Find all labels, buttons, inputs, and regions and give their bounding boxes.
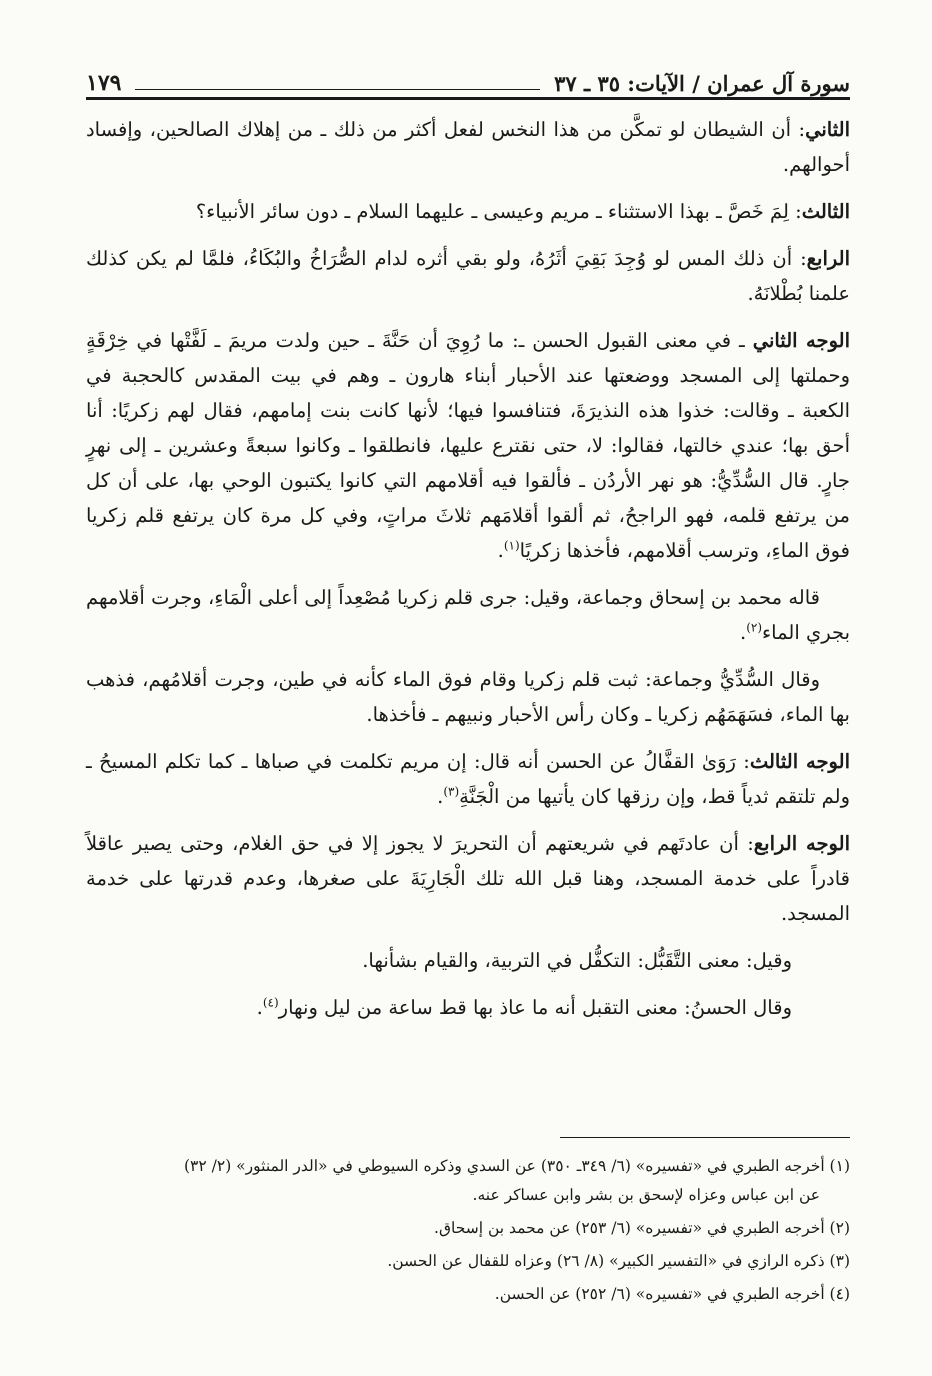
header-title: سورة آل عمران / الآيات: ٣٥ ـ ٣٧ <box>554 71 850 96</box>
footnote <box>86 1247 850 1276</box>
footnote-ref[interactable]: (١) <box>503 538 520 553</box>
header-rule <box>135 89 540 90</box>
paragraph-text: : أن ذلك المس لو وُجِدَ بَقِيَ أثَرُهُ، ولو بقي أثره لدام الصُّرَاخُ والبُكَاءُ، فلمَّا لم يكن كذلك علمنا بُطْلانَهُ. <box>86 247 850 305</box>
paragraph <box>86 194 850 229</box>
paragraph <box>86 744 850 814</box>
paragraph-label: الوجه الثالث <box>749 750 850 773</box>
footnote <box>86 1152 850 1210</box>
paragraph-tail: . <box>739 621 747 644</box>
paragraph <box>86 112 850 182</box>
paragraph-text: وقيل: معنى التَّقَبُّل: التكفُّل في التربية، والقيام بشأنها. <box>362 949 792 972</box>
paragraph-label: الوجه الثاني <box>752 329 850 352</box>
paragraph <box>86 990 850 1025</box>
paragraph-tail: . <box>497 539 504 562</box>
main-text <box>86 112 850 1037</box>
paragraph-tail: . <box>256 996 263 1019</box>
paragraph <box>86 323 850 568</box>
paragraph-text: : أن الشيطان لو تمكَّن من هذا النخس لفعل أكثر من ذلك ـ من إهلاك الصالحين، وإفساد أحوالهم. <box>86 118 850 176</box>
footnote-text: (٤) أخرجه الطبري في «تفسيره» (٦/ ٢٥٢) عن الحسن. <box>494 1285 850 1303</box>
paragraph-label: الرابع <box>806 247 850 270</box>
paragraph-tail: . <box>437 785 444 808</box>
paragraph <box>86 943 850 978</box>
page-number: ١٧٩ <box>86 70 122 96</box>
footnote <box>86 1214 850 1243</box>
footnote-ref[interactable]: (٢) <box>746 620 763 635</box>
footnote-text: (٢) أخرجه الطبري في «تفسيره» (٦/ ٢٥٣) عن محمد بن إسحاق. <box>434 1219 850 1237</box>
paragraph-text: : لِمَ خَصَّ ـ بهذا الاستثناء ـ مريم وعيسى ـ عليهما السلام ـ دون سائر الأنبياء؟ <box>195 200 802 223</box>
paragraph <box>86 241 850 311</box>
header-divider <box>86 97 850 100</box>
footnote-continuation: عن ابن عباس وعزاه لإسحق بن بشر وابن عساكر عنه. <box>472 1186 820 1204</box>
footnote-ref[interactable]: (٣) <box>443 784 460 799</box>
paragraph-text: وقال السُّدِّيُّ وجماعة: ثبت قلم زكريا وقام فوق الماء كأنه في طين، وجرت أقلامُهم، فذهب بها الماء، فسَهَمَهُم زكريا ـ وكان رأس الأحبار ونبيهم ـ فأخذها. <box>86 668 850 726</box>
footnote-ref[interactable]: (٤) <box>262 995 279 1010</box>
running-header <box>86 50 850 94</box>
footnote <box>86 1280 850 1309</box>
paragraph-text: : رَوَىٰ القفَّالُ عن الحسن أنه قال: إن مريم تكلمت في صباها ـ كما تكلم المسيحُ ـ ولم تلتقم ثدياً قط، وإن رزقها كان يأتيها من الْجَنَّةِ <box>86 750 850 808</box>
paragraph <box>86 826 850 931</box>
paragraph-label: الثالث <box>801 200 850 223</box>
paragraph <box>86 580 850 650</box>
footnote-text: (٣) ذكره الرازي في «التفسير الكبير» (٨/ ٢٦) وعزاه للقفال عن الحسن. <box>387 1252 850 1270</box>
paragraph-text: : أن عادتَهم في شريعتهم أن التحريرَ لا يجوز إلا في حق الغلام، وحتى يصير عاقلاً قادراً على خدمة المسجد، وهنا قبل الله تلك الْجَارِيَةَ على صغرها، وعدم قدرتها على خدمة المسجد. <box>86 832 850 925</box>
paragraph <box>86 662 850 732</box>
footnote-text: (١) أخرجه الطبري في «تفسيره» (٦/ ٣٤٩ـ ٣٥٠) عن السدي وذكره السيوطي في «الدر المنثور» (٢/ ٣٢) <box>183 1157 850 1175</box>
footnote-divider <box>560 1137 850 1138</box>
paragraph-label: الوجه الرابع <box>753 832 850 855</box>
paragraph-label: الثاني <box>805 118 850 141</box>
footnotes <box>86 1152 850 1313</box>
paragraph-text: ـ في معنى القبول الحسن ـ: ما رُوِيَ أن حَنَّةَ ـ حين ولدت مريمَ ـ لَفَّتْها في خِرْقَةٍ وحملتها إلى المسجد ووضعتها عند الأحبار أبناء هارون ـ وهم في بيت المقدس كالحجبة في الكعبة ـ وقالت: خذوا هذه النذيرَةَ، فتنافسوا فيها؛ لأنها كانت بنت إمامهم، فقال لهم زكريًا: أنا أحق بها؛ عندي خالتها، فقالوا: لا، حتى نقترع عليها، فانطلقوا ـ وكانوا سبعةً وعشرين ـ إلى نهرٍ جارٍ. قال السُّدِّيُّ: هو نهر الأردُن ـ فألقوا فيه أقلامهم التي كانوا يكتبون الوحي بها، على أن كل من يرتفع قلمه، فهو الراجحُ، ثم ألقوا أقلامَهم ثلاثَ مراتٍ، وفي كل مرة كان يرتفع قلم زكريا فوق الماءِ، وترسب أقلامهم، فأخذها زكريًا <box>86 329 850 562</box>
paragraph-text: وقال الحسنُ: معنى التقبل أنه ما عاذ بها قط ساعة من ليل ونهار <box>278 996 792 1019</box>
paragraph-text: قاله محمد بن إسحاق وجماعة، وقيل: جرى قلم زكريا مُصْعِداً إلى أعلى الْمَاءِ، وجرت أقلامهم بجري الماء <box>86 586 850 644</box>
